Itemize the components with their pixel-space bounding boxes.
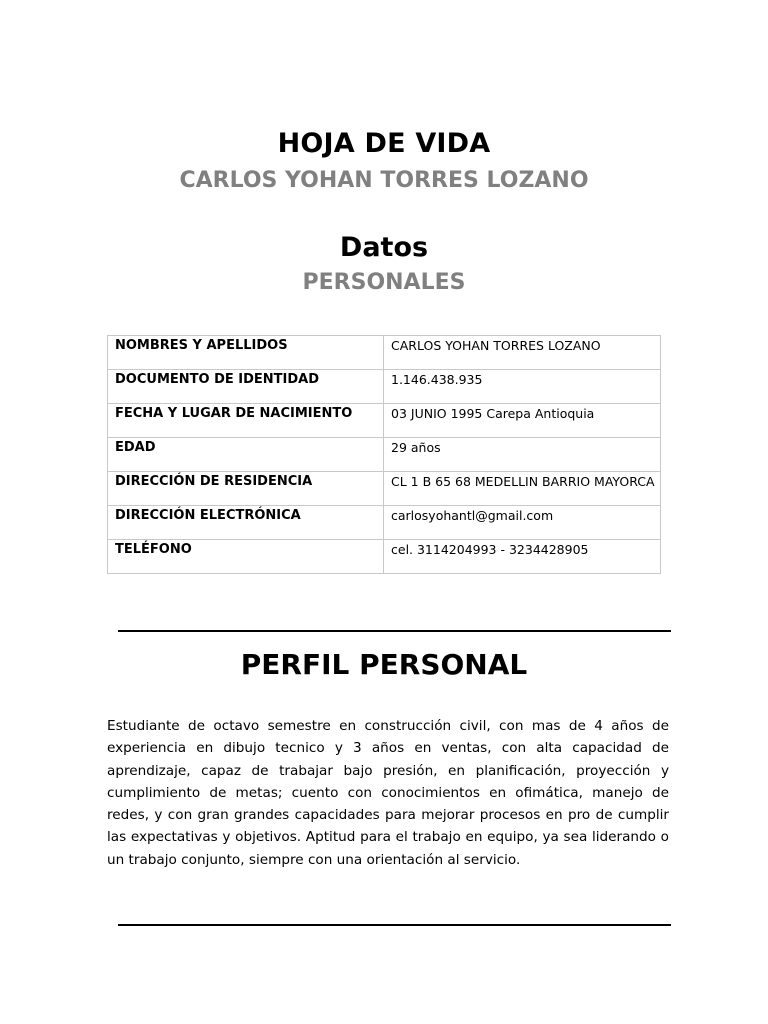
row-label: DIRECCIÓN ELECTRÓNICA [108,506,384,540]
table-row [108,370,661,404]
section-divider-top [118,630,671,632]
row-value: CARLOS YOHAN TORRES LOZANO [384,336,661,370]
row-label: DIRECCIÓN DE RESIDENCIA [108,472,384,506]
row-value: 03 JUNIO 1995 Carepa Antioquia [384,404,661,438]
personal-data-heading: Datos [339,232,429,263]
personal-data-table [107,335,661,574]
table-row [108,336,661,370]
row-label: FECHA Y LUGAR DE NACIMIENTO [108,404,384,438]
row-value: 29 años [384,438,661,472]
row-value: CL 1 B 65 68 MEDELLIN BARRIO MAYORCA [384,472,661,506]
person-name: CARLOS YOHAN TORRES LOZANO [179,168,589,193]
profile-paragraph: Estudiante de octavo semestre en construcción civil, con mas de 4 años de experiencia en dibujo tecnico y 3 años en ventas, con alta capacidad de aprendizaje, capaz de trabajar bajo presión, en planificación, proyección y cumplimiento de metas; cuento con conocimientos en ofimática, manejo de redes, y con gran grandes capacidades para mejorar procesos en pro de cumplir las expectativas y objetivos. Aptitud para el trabajo en equipo, ya sea liderando o un trabajo conjunto, siempre con una orientación al servicio. [107,718,669,868]
row-value: 1.146.438.935 [384,370,661,404]
table-row [108,506,661,540]
section-divider-bottom [118,924,671,926]
row-label: NOMBRES Y APELLIDOS [108,336,384,370]
row-label: TELÉFONO [108,540,384,574]
row-label: DOCUMENTO DE IDENTIDAD [108,370,384,404]
row-label: EDAD [108,438,384,472]
table-row [108,540,661,574]
table-row [108,472,661,506]
personal-data-subheading: PERSONALES [302,270,466,295]
table-row [108,404,661,438]
table-row [108,438,661,472]
email-value: carlosyohantl@gmail.com [384,506,661,540]
document-title: HOJA DE VIDA [277,128,491,159]
profile-heading: PERFIL PERSONAL [240,648,528,681]
phone-value: cel. 3114204993 - 3234428905 [384,540,661,574]
